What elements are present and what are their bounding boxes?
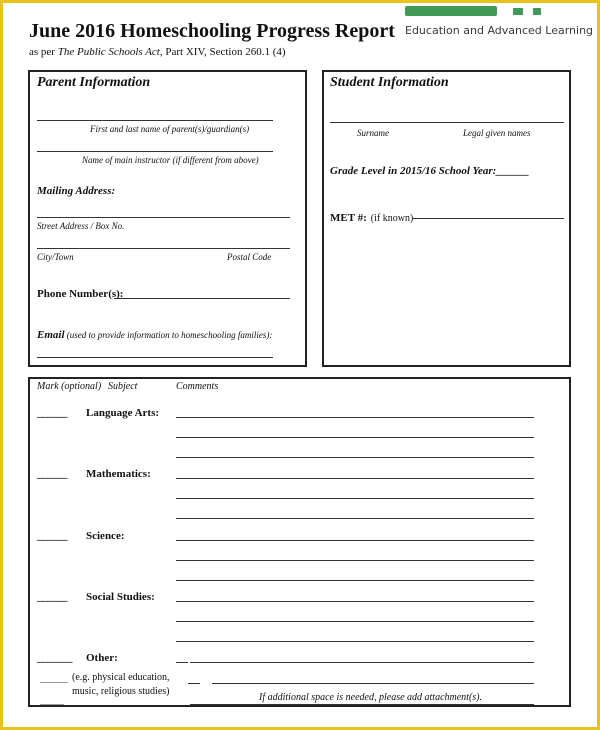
column-mark-header: Mark (optional)	[37, 381, 102, 392]
student-name-field[interactable]	[330, 122, 564, 123]
other-note-line	[40, 682, 68, 683]
guardian-name-field[interactable]	[37, 120, 273, 121]
comment-line[interactable]	[176, 498, 534, 499]
guardian-name-caption: First and last name of parent(s)/guardian(s)	[90, 124, 250, 134]
logo-tagline: Education and Advanced Learning	[405, 24, 594, 37]
postal-code-caption: Postal Code	[227, 252, 272, 262]
comment-line[interactable]	[190, 704, 534, 705]
comment-line[interactable]	[176, 662, 188, 663]
subject-social-studies: Social Studies:	[86, 591, 155, 603]
city-caption: City/Town	[37, 252, 74, 262]
comment-line[interactable]	[176, 457, 534, 458]
email-field[interactable]	[37, 357, 273, 358]
instructor-name-caption: Name of main instructor (if different from above)	[82, 155, 259, 165]
department-logo	[405, 0, 565, 18]
grade-level-label[interactable]: Grade Level in 2015/16 School Year:______	[330, 165, 530, 177]
instructor-name-field[interactable]	[37, 151, 273, 152]
city-postal-field[interactable]	[37, 248, 290, 249]
subject-other: Other:	[86, 652, 118, 664]
comment-line[interactable]	[212, 683, 534, 684]
parent-information-heading: Parent Information	[37, 75, 151, 90]
column-subject-header: Subject	[108, 381, 138, 392]
subject-language-arts: Language Arts:	[86, 407, 160, 419]
comment-line[interactable]	[176, 580, 534, 581]
other-subject-note: (e.g. physical education, music, religious studies)	[72, 672, 170, 697]
page-subtitle: as per The Public Schools Act, Part XIV, Section 260.1 (4)	[29, 46, 286, 58]
comment-line[interactable]	[176, 518, 534, 519]
surname-caption: Surname	[357, 128, 389, 138]
street-address-field[interactable]	[37, 217, 290, 218]
mark-field-other[interactable]: _______	[37, 652, 72, 664]
page-title: June 2016 Homeschooling Progress Report	[29, 20, 395, 42]
column-comments-header: Comments	[176, 381, 219, 392]
comment-line[interactable]	[176, 560, 534, 561]
comment-line[interactable]	[190, 662, 534, 663]
phone-number-label: Phone Number(s):	[37, 288, 124, 300]
comment-line[interactable]	[176, 417, 534, 418]
met-number-label: MET #: (if known)	[330, 212, 414, 224]
given-names-caption: Legal given names	[463, 128, 531, 138]
subject-mathematics: Mathematics:	[86, 468, 151, 480]
street-address-caption: Street Address / Box No.	[37, 221, 125, 231]
other-note-line	[40, 704, 64, 705]
comment-line[interactable]	[188, 683, 200, 684]
mark-field-language-arts[interactable]: ______	[37, 407, 67, 419]
attachment-note: If additional space is needed, please add attachment(s).	[259, 692, 483, 703]
student-information-heading: Student Information	[330, 75, 449, 90]
comment-line[interactable]	[176, 601, 534, 602]
subject-science: Science:	[86, 530, 125, 542]
phone-number-field[interactable]	[114, 298, 290, 299]
mark-field-science[interactable]: ______	[37, 530, 67, 542]
comment-line[interactable]	[176, 478, 534, 479]
comment-line[interactable]	[176, 540, 534, 541]
comment-line[interactable]	[176, 621, 534, 622]
mailing-address-label: Mailing Address:	[37, 185, 116, 197]
comment-line[interactable]	[176, 641, 534, 642]
met-number-field[interactable]	[412, 218, 564, 219]
comment-line[interactable]	[176, 437, 534, 438]
parent-information-section	[28, 70, 307, 367]
mark-field-mathematics[interactable]: ______	[37, 468, 67, 480]
mark-field-social-studies[interactable]: ______	[37, 591, 67, 603]
email-label: Email (used to provide information to homeschooling families):	[37, 329, 273, 341]
